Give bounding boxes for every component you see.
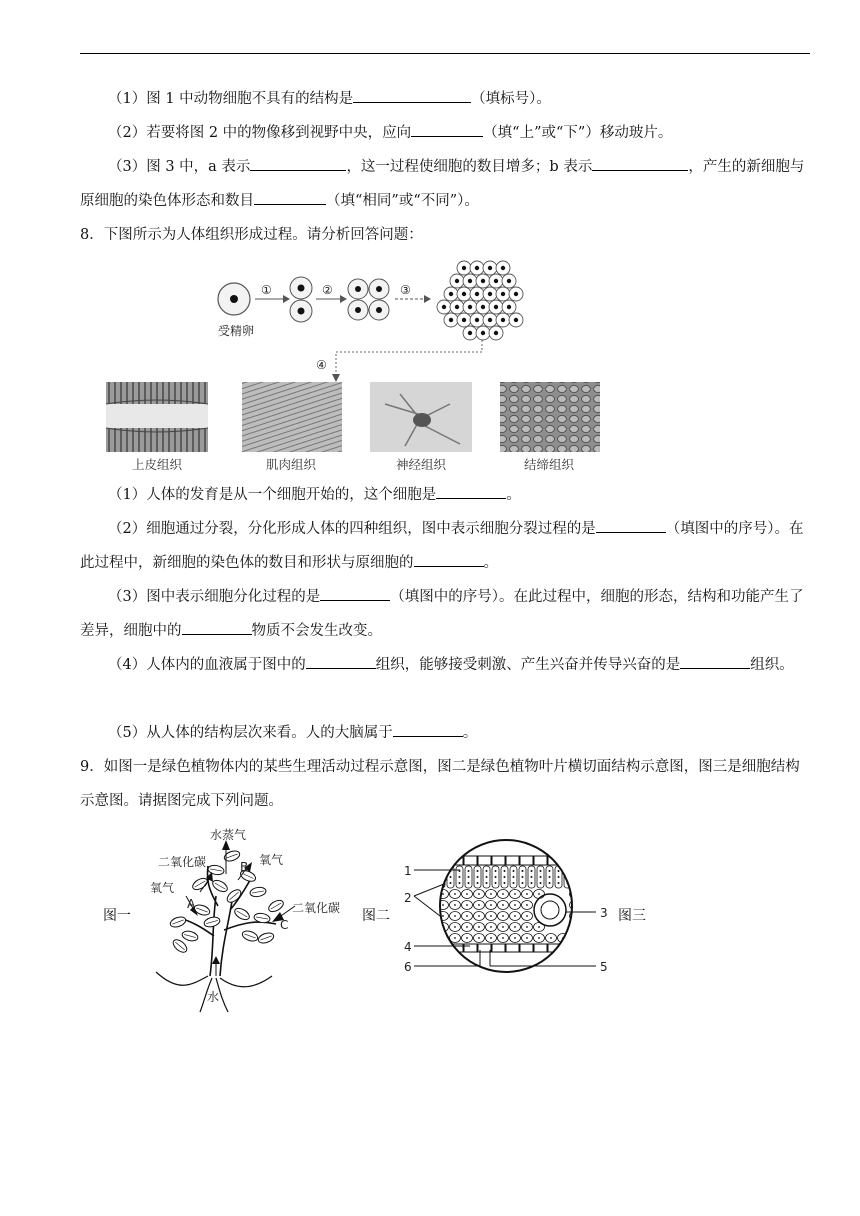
q8-item-4 [80,648,810,682]
label-a: A [187,897,196,911]
q8-title: 8．下图所示为人体组织形成过程。请分析回答问题： [80,227,423,243]
fig2-caption: 图二 [362,908,390,924]
label-co2-right: 二氧化碳 [292,901,341,915]
leaf-label-3: 3 [600,906,608,920]
q7-3-text-c: ，产生的新细胞与原细胞的染色体形态和数目 [80,159,805,209]
q7-3-text-a: （3）图 3 中，a 表示 [108,159,251,175]
q8-5-text-b: 。 [462,725,478,741]
cell-cluster [437,261,523,340]
tissue-label-nervous: 神经组织 [396,457,447,472]
q7-1-text-b: （填标号）。 [471,91,551,107]
leaf-label-6: 6 [404,960,412,974]
q8-2-text-c: 。 [483,555,498,571]
leaf-cross-section-figure [400,826,620,986]
q8-4-text-c: 组织。 [750,657,794,673]
label-water-vapor: 水蒸气 [210,828,247,842]
q7-1-text-a: （1）图 1 中动物细胞不具有的结构是 [108,91,354,107]
zygote-cell [218,283,250,315]
answer-blank[interactable] [306,654,376,669]
q8-1-text-a: （1）人体的发育是从一个细胞开始的，这个细胞是 [108,487,437,503]
q7-item-2 [80,116,810,150]
q7-3-text-d: （填“相同”或“不同”）。 [326,193,479,209]
answer-blank[interactable] [182,620,252,635]
q8-4-text-a: （4）人体内的血液属于图中的 [108,657,306,673]
q7-3-text-b: ，这一过程使细胞的数目增多；b 表示 [346,159,593,175]
answer-blank[interactable] [596,518,666,533]
tissue-label-muscle: 肌肉组织 [266,457,317,472]
label-b: B [240,860,249,874]
label-co2-top: 二氧化碳 [158,855,207,869]
q8-3-text-b: （填图中的序号）。在此过程中，细胞的形态，结构和功能产生了差异，细胞中的 [80,589,804,639]
label-water: 水 [207,990,220,1004]
q8-2-text-b: （填图中的序号）。在此过程中，新细胞的染色体的数目和形状与原细胞的 [80,521,804,571]
q8-2-text-a: （2）细胞通过分裂，分化形成人体的四种组织，图中表示细胞分裂过程的是 [108,521,596,537]
q7-item-3 [80,150,810,218]
q8-1-text-b: 。 [506,487,521,503]
label-oxygen-left: 氧气 [150,881,175,895]
q8-item-5 [80,716,810,750]
step-3-label: ③ [400,283,411,297]
leaf-label-2: 2 [404,891,412,905]
connective-tissue-image [500,382,600,452]
four-cells [348,279,389,320]
two-cells [290,277,312,322]
leaf-label-1: 1 [404,864,412,878]
answer-blank[interactable] [320,586,390,601]
answer-blank[interactable] [592,156,688,171]
plant-activity-figure [150,826,365,1016]
header-rule [80,53,810,54]
leaf-section-interior [430,836,590,976]
q7-2-text-a: （2）若要将图 2 中的物像移到视野中央，应向 [108,125,412,141]
q8-5-text-a: （5）从人体的结构层次来看。人的大脑属于 [108,725,393,741]
answer-blank[interactable] [414,552,484,567]
leaf-label-4: 4 [404,940,412,954]
q7-item-1 [80,82,810,116]
answer-blank[interactable] [436,484,506,499]
answer-blank[interactable] [680,654,750,669]
epithelial-tissue-image [106,382,208,452]
q8-3-text-c: 物质不会发生改变。 [251,623,382,639]
answer-blank[interactable] [393,722,463,737]
step-4-label: ④ [316,358,327,372]
answer-blank[interactable] [250,156,346,171]
step-2-label: ② [322,283,333,297]
answer-blank[interactable] [353,88,471,103]
leaf-label-5: 5 [600,960,608,974]
q8-4-text-b: 组织，能够接受刺激、产生兴奋并传导兴奋的是 [375,657,681,673]
muscle-tissue-image [242,382,342,452]
tissue-label-epithelial: 上皮组织 [132,457,183,472]
nervous-tissue-image [370,382,472,452]
answer-blank[interactable] [254,190,326,205]
fig3-caption: 图三 [618,908,646,924]
label-oxygen-right: 氧气 [259,853,284,867]
q8-item-2 [80,512,810,580]
answer-blank[interactable] [411,122,483,137]
tissue-formation-figure [100,254,620,476]
label-c: C [280,918,289,932]
q8-3-text-a: （3）图中表示细胞分化过程的是 [108,589,321,605]
step-1-label: ① [261,283,272,297]
arrow-4 [336,340,482,376]
q7-2-text-b: （填“上”或“下”）移动玻片。 [483,125,673,141]
q8-item-3 [80,580,810,648]
q8-item-1 [80,478,810,512]
q9-title: 9．如图一是绿色植物体内的某些生理活动过程示意图，图二是绿色植物叶片横切面结构示意图，图三是细胞结构示意图。请据图完成下列问题。 [80,759,800,809]
fig1-caption: 图一 [103,908,131,924]
zygote-label: 受精卵 [218,324,255,338]
tissue-label-connective: 结缔组织 [524,457,575,472]
